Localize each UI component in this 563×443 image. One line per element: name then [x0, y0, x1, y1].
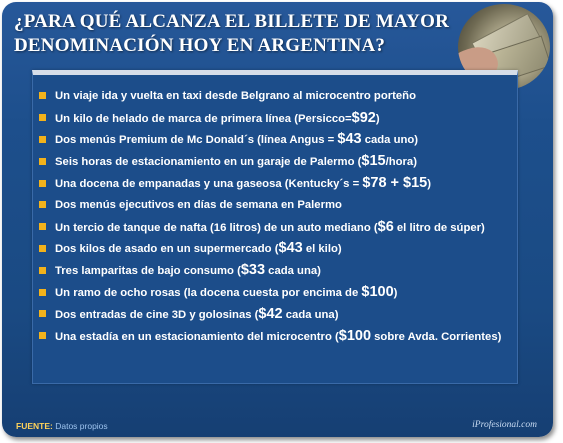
item-text: sobre Avda. Corrientes) [371, 330, 502, 343]
item-text: Un tercio de tanque de nafta (16 litros) de un auto mediano ( [55, 221, 378, 234]
items-list [33, 75, 517, 347]
item-text: Una estadía en un estacionamiento del microcentro ( [55, 330, 339, 343]
square-bullet-icon [39, 245, 46, 252]
title-line-1: ¿PARA QUÉ ALCANZA EL BILLETE DE MAYOR [14, 11, 449, 32]
list-item [39, 238, 517, 260]
price-value: $100 [338, 327, 372, 344]
square-bullet-icon [39, 289, 46, 296]
item-text: Un ramo de ocho rosas (la docena cuesta por encima de [55, 287, 362, 300]
infographic-card [2, 2, 553, 437]
square-bullet-icon [39, 114, 46, 121]
list-item-text [55, 131, 418, 147]
list-item [39, 85, 517, 107]
source-label: FUENTE: [16, 421, 53, 431]
square-bullet-icon [39, 136, 46, 143]
square-bullet-icon [39, 180, 46, 187]
list-item [39, 216, 517, 238]
list-item [39, 194, 517, 216]
square-bullet-icon [39, 92, 46, 99]
square-bullet-icon [39, 158, 46, 165]
item-text: Un viaje ida y vuelta en taxi desde Belgrano al microcentro porteño [55, 89, 416, 102]
price-value: $15 [361, 153, 386, 170]
list-item-text [55, 284, 397, 300]
list-item-text [55, 262, 321, 278]
list-item-text [55, 110, 380, 126]
list-item [39, 281, 517, 303]
item-text: el kilo) [302, 243, 342, 256]
item-text: Seis horas de estacionamiento en un garaje de Palermo ( [55, 156, 362, 169]
item-text: Dos entradas de cine 3D y golosinas ( [55, 308, 259, 321]
price-value: $78 + $15 [362, 175, 428, 192]
item-text: /hora) [385, 156, 417, 169]
price-value: $42 [258, 305, 283, 322]
list-item-text [55, 306, 338, 322]
list-item-text [55, 90, 416, 102]
title-line-2: DENOMINACIÓN HOY EN ARGENTINA? [14, 35, 386, 56]
square-bullet-icon [39, 332, 46, 339]
price-value: $100 [361, 284, 394, 301]
item-text: cada uno) [361, 134, 419, 147]
list-item [39, 325, 517, 347]
item-text: el litro de súper) [393, 221, 485, 234]
square-bullet-icon [39, 310, 46, 317]
item-text: ) [393, 287, 398, 300]
source-text: Datos propios [55, 421, 108, 431]
list-item-text [55, 328, 501, 344]
price-value: $43 [337, 131, 362, 148]
brand-logo: iProfesional.com [472, 420, 537, 430]
list-item [39, 150, 517, 172]
list-item-text [55, 240, 342, 256]
item-text: ) [375, 112, 380, 125]
item-text: cada una) [282, 308, 339, 321]
list-item-text [55, 153, 417, 169]
item-text: Un kilo de helado de marca de primera línea (Persicco= [55, 112, 352, 125]
square-bullet-icon [39, 201, 46, 208]
list-item-text [55, 175, 431, 191]
price-value: $43 [278, 240, 303, 257]
item-text: Tres lamparitas de bajo consumo ( [55, 265, 241, 278]
list-item-text [55, 199, 342, 211]
item-text: Una docena de empanadas y una gaseosa (Kentucky´s = [55, 178, 363, 191]
item-text: cada una) [265, 265, 321, 278]
square-bullet-icon [39, 223, 46, 230]
items-panel [32, 70, 518, 384]
square-bullet-icon [39, 267, 46, 274]
list-item [39, 107, 517, 129]
item-text: Dos menús ejecutivos en días de semana en Palermo [55, 198, 342, 211]
list-item [39, 303, 517, 325]
item-text: Dos kilos de asado en un supermercado ( [55, 243, 279, 256]
page-title [14, 10, 454, 58]
list-item [39, 172, 517, 194]
list-item-text [55, 219, 485, 235]
list-item [39, 129, 517, 151]
source-note [16, 421, 108, 431]
item-text: Dos menús Premium de Mc Donald´s (línea Angus = [55, 134, 338, 147]
price-value: $6 [377, 218, 394, 235]
item-text: ) [427, 178, 432, 191]
list-item [39, 259, 517, 281]
price-value: $92 [351, 109, 376, 126]
price-value: $33 [240, 262, 266, 279]
